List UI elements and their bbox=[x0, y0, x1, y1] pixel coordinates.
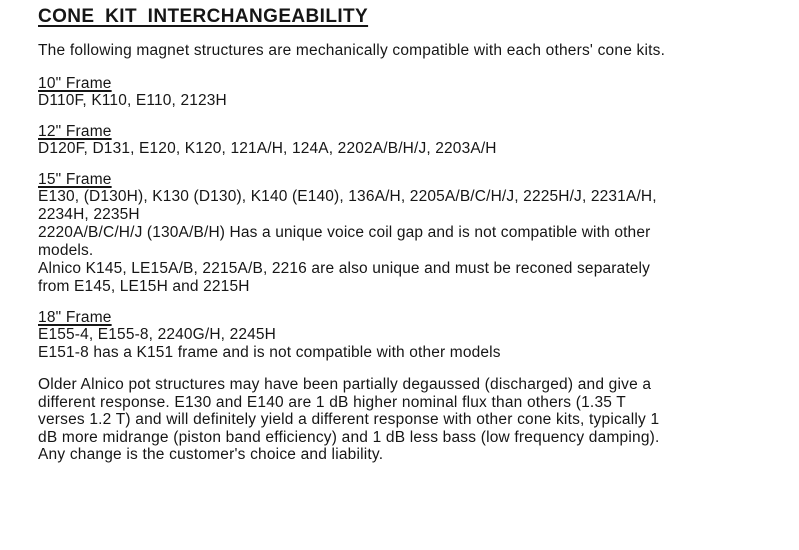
section-18-frame bbox=[38, 310, 788, 362]
section-line: E155-4, E155-8, 2240G/H, 2245H bbox=[38, 326, 277, 343]
section-heading: 15" Frame bbox=[38, 171, 112, 188]
section-heading: 18" Frame bbox=[38, 309, 112, 326]
closing-line: Any change is the customer's choice and liability. bbox=[38, 446, 384, 463]
section-line: 2234H, 2235H bbox=[38, 206, 140, 223]
section-12-frame bbox=[38, 124, 788, 158]
section-heading: 12" Frame bbox=[38, 123, 112, 140]
section-10-frame bbox=[38, 76, 788, 110]
section-line: E130, (D130H), K130 (D130), K140 (E140), 136A/H, 2205A/B/C/H/J, 2225H/J, 2231A/H, bbox=[38, 188, 657, 205]
section-heading: 10" Frame bbox=[38, 75, 112, 92]
document-page bbox=[38, 6, 788, 464]
closing-line: verses 1.2 T) and will definitely yield a different response with other cone kits, typically 1 bbox=[38, 411, 660, 428]
section-line: E151-8 has a K151 frame and is not compatible with other models bbox=[38, 344, 501, 361]
section-line: models. bbox=[38, 242, 94, 259]
closing-line: different response. E130 and E140 are 1 dB higher nominal flux than others (1.35 T bbox=[38, 393, 626, 411]
section-line: D110F, K110, E110, 2123H bbox=[38, 92, 227, 109]
section-line: 2220A/B/C/H/J (130A/B/H) Has a unique voice coil gap and is not compatible with other bbox=[38, 224, 651, 241]
closing-line: dB more midrange (piston band efficiency) and 1 dB less bass (low frequency damping). bbox=[38, 428, 660, 446]
closing-paragraph bbox=[38, 376, 788, 464]
section-15-frame bbox=[38, 172, 788, 296]
document-title: CONE KIT INTERCHANGEABILITY bbox=[38, 6, 369, 27]
section-line: D120F, D131, E120, K120, 121A/H, 124A, 2202A/B/H/J, 2203A/H bbox=[38, 140, 497, 157]
closing-line: Older Alnico pot structures may have been partially degaussed (discharged) and give a bbox=[38, 376, 652, 393]
section-line: from E145, LE15H and 2215H bbox=[38, 278, 250, 295]
section-line: Alnico K145, LE15A/B, 2215A/B, 2216 are also unique and must be reconed separately bbox=[38, 260, 651, 277]
intro-paragraph: The following magnet structures are mechanically compatible with each others' cone kits. bbox=[38, 42, 666, 59]
